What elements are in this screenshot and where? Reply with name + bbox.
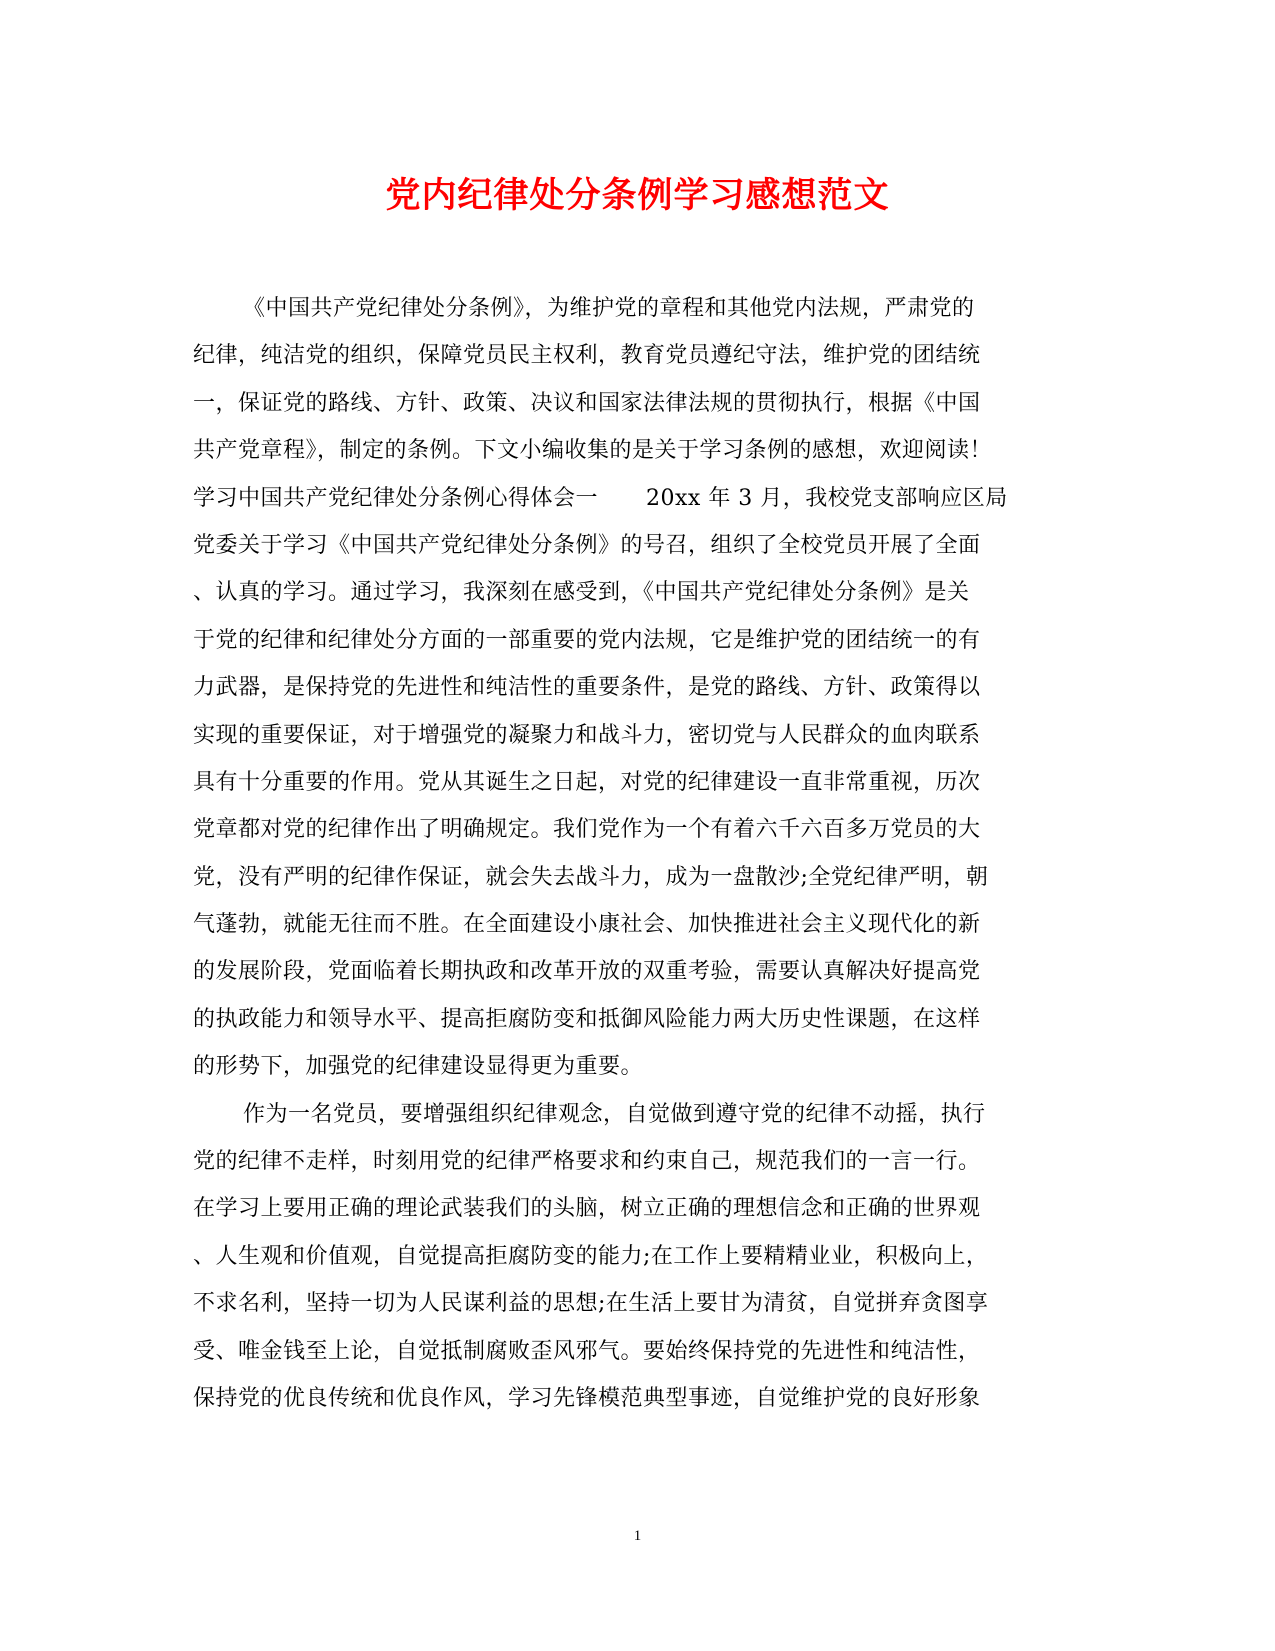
text-line: 党，没有严明的纪律作保证，就会失去战斗力，成为一盘散沙;全党纪律严明，朝 (193, 864, 989, 890)
text-line: 力武器，是保持党的先进性和纯洁性的重要条件，是党的路线、方针、政策得以 (193, 675, 981, 701)
text-line: 保持党的优良传统和优良作风，学习先锋模范典型事迹，自觉维护党的良好形象 (193, 1385, 981, 1411)
text-segment: 20xx 年 3 月，我校党支部响应区局 (646, 485, 1008, 511)
text-line: 党的纪律不走样，时刻用党的纪律严格要求和约束自己，规范我们的一言一行。 (193, 1149, 981, 1175)
text-line: 不求名利，坚持一切为人民谋利益的思想;在生活上要甘为清贫，自觉拼弃贪图享 (193, 1291, 989, 1317)
text-line: 纪律，纯洁党的组织，保障党员民主权利，教育党员遵纪守法，维护党的团结统 (193, 343, 981, 369)
text-line: 气蓬勃，就能无往而不胜。在全面建设小康社会、加快推进社会主义现代化的新 (193, 912, 981, 938)
text-line: 的形势下，加强党的纪律建设显得更为重要。 (193, 1054, 644, 1080)
section-heading-text: 学习中国共产党纪律处分条例心得体会一 (193, 485, 599, 511)
text-line: 的执政能力和领导水平、提高拒腐防变和抵御风险能力两大历史性课题，在这样 (193, 1006, 981, 1032)
text-line: 《中国共产党纪律处分条例》，为维护党的章程和其他党内法规，严肃党的 (243, 296, 975, 321)
document-body (193, 285, 1081, 1422)
text-line: 实现的重要保证，对于增强党的凝聚力和战斗力，密切党与人民群众的血肉联系 (193, 722, 981, 748)
text-line-split (193, 475, 1081, 522)
text-line: 一，保证党的路线、方针、政策、决议和国家法律法规的贯彻执行，根据《中国 (193, 390, 981, 416)
text-line: 在学习上要用正确的理论武装我们的头脑，树立正确的理想信念和正确的世界观 (193, 1196, 981, 1222)
text-line: 、人生观和价值观，自觉提高拒腐防变的能力;在工作上要精精业业，积极向上， (193, 1243, 989, 1269)
text-line: 受、唯金钱至上论，自觉抵制腐败歪风邪气。要始终保持党的先进性和纯洁性， (193, 1338, 981, 1364)
text-line: 于党的纪律和纪律处分方面的一部重要的党内法规，它是维护党的团结统一的有 (193, 627, 981, 653)
text-line: 的发展阶段，党面临着长期执政和改革开放的双重考验，需要认真解决好提高党 (193, 959, 981, 985)
text-line: 党委关于学习《中国共产党纪律处分条例》的号召，组织了全校党员开展了全面 (193, 532, 981, 558)
text-line: 、认真的学习。通过学习，我深刻在感受到，《中国共产党纪律处分条例》是关 (193, 580, 970, 606)
text-line: 共产党章程》，制定的条例。下文小编收集的是关于学习条例的感想，欢迎阅读！ (193, 438, 993, 464)
text-line: 党章都对党的纪律作出了明确规定。我们党作为一个有着六千六百多万党员的大 (193, 817, 981, 843)
text-line: 具有十分重要的作用。党从其诞生之日起，对党的纪律建设一直非常重视，历次 (193, 769, 981, 795)
document-title: 党内纪律处分条例学习感想范文 (385, 175, 890, 216)
text-line: 作为一名党员，要增强组织纪律观念，自觉做到遵守党的纪律不动摇，执行 (243, 1101, 986, 1127)
page-number: 1 (633, 1528, 642, 1544)
